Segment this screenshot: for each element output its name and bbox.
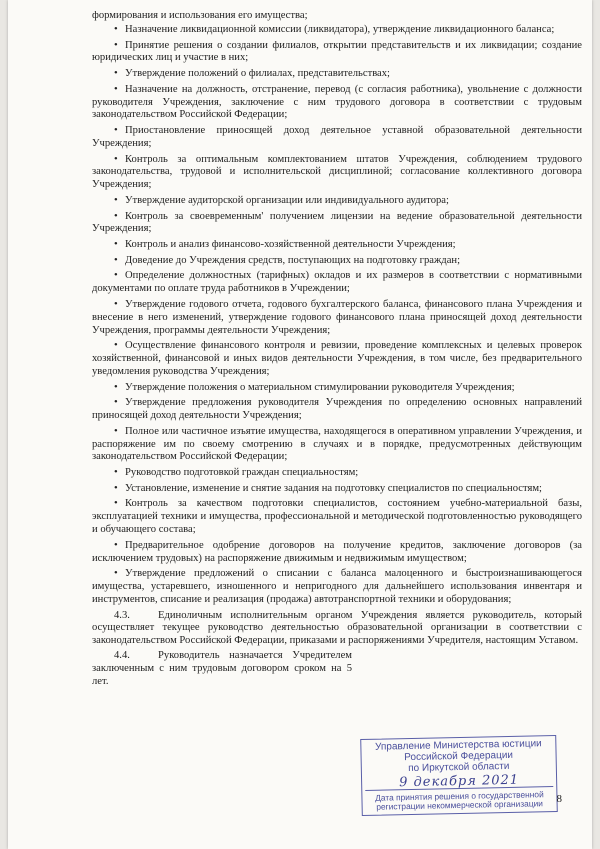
list-item: • Контроль за оптимальным комплектованием штатов Учреждения, соблюдением трудового законодательства, трудовой и исполнительской дисциплиной; согласование коллективного договора Учреждения;: [92, 153, 582, 191]
handwritten-date: 9 декабря 2021: [399, 772, 520, 791]
list-item: • Доведение до Учреждения средств, поступающих на подготовку граждан;: [114, 254, 461, 266]
bullet-icon: •: [114, 194, 118, 206]
registration-stamp: [360, 735, 558, 816]
list-item: • Назначение на должность, отстранение, перевод (с согласия работника), увольнение с должности руководителя Учреждения, заключение с ним трудового договора в соответствии с трудовым законодательством Российской Федерации;: [92, 83, 582, 121]
list-item: • Контроль и анализ финансово-хозяйственной деятельности Учреждения;: [114, 239, 456, 250]
bullet-icon: •: [114, 270, 118, 282]
stamp-authority-region: по Иркутской области: [408, 760, 510, 775]
powers-list: [92, 24, 582, 607]
bullet-icon: •: [114, 568, 118, 580]
bullet-icon: •: [114, 381, 118, 393]
list-item: • Приостановление приносящей доход деятельное уставной образовательной деятельности Учреждения;: [92, 125, 582, 149]
list-item: • Утверждение предложения руководителя Учреждения по определению основных направлений приносящей доход деятельности Учреждения;: [92, 397, 582, 421]
list-item: • Установление, изменение и снятие задания на подготовку специалистов по специальностям;: [114, 482, 542, 494]
bullet-icon: •: [114, 467, 118, 478]
lead-line: формирования и использования его имущества;: [92, 10, 308, 21]
list-item: • Руководство подготовкой граждан специальностям;: [114, 467, 359, 478]
list-item: • Назначение ликвидационной комиссии (ликвидатора), утверждение ликвидационного баланса;: [114, 23, 555, 35]
bullet-icon: •: [114, 298, 118, 310]
list-item: • Утверждение годового отчета, годового бухгалтерского баланса, финансового плана Учреждения и внесение в него изменений, утверждение годового финансового плана приносящей доход деятельности Учреждения, программы деятельности Учреждения;: [92, 298, 582, 336]
bullet-icon: •: [114, 539, 118, 551]
page-number: 8: [556, 793, 562, 805]
bullet-icon: •: [114, 425, 118, 437]
paragraph-4-4: [92, 650, 352, 689]
list-item: • Утверждение аудиторской организации или индивидуального аудитора;: [114, 194, 449, 206]
list-item: • Определение должностных (тарифных) окладов и их размеров в соответствии с нормативными документами по оплате труда работников в Учреждении;: [92, 270, 582, 295]
list-item: • Принятие решения о создании филиалов, открытии представительств и их ликвидации; создание юридических лиц и участие в них;: [92, 39, 582, 64]
bullet-icon: •: [114, 83, 118, 95]
list-item: • Предварительное одобрение договоров на получение кредитов, заключение договоров (за исключением трудовых) на распоряжение движимым и недвижимым имуществом;: [92, 539, 582, 564]
stamp-authority: Управление Министерства юстиции: [374, 738, 542, 753]
paragraph-text: Руководитель назначается Учредителем заключенным с ним трудовым договором сроком на 5 лет.: [92, 650, 352, 688]
bullet-icon: •: [114, 254, 118, 266]
list-item: • Контроль за качеством подготовки специалистов, состоянием учебно-материальной базы, эксплуатацией техники и имущества, профессиональной и методической подготовленностью руководящего и обучающего состава;: [92, 498, 582, 535]
stamp-frame: [360, 735, 558, 816]
bullet-icon: •: [114, 23, 118, 35]
bullet-icon: •: [114, 397, 118, 409]
bullet-icon: •: [114, 210, 118, 222]
bullet-icon: •: [114, 68, 118, 79]
stamp-note: Дата принятия решения о государственной регистрации некоммерческой организации: [375, 789, 544, 812]
list-item: • Контроль за своевременным' получением лицензии на ведение образовательной деятельности Учреждения;: [92, 210, 582, 235]
bullet-icon: •: [114, 125, 118, 136]
stamp-authority-country: Российской Федерации: [404, 749, 514, 764]
list-item: • Утверждение положения о материальном стимулировании руководителя Учреждения;: [114, 381, 515, 393]
bullet-icon: •: [114, 498, 118, 510]
document-page: [8, 0, 592, 849]
list-item: • Осуществление финансового контроля и ревизии, проведение комплексных и целевых проверок хозяйственной, финансовой и иных видов деятельности Учреждения, в том числе, без предварительного уведомления руководства Учреждения;: [92, 340, 582, 377]
bullet-icon: •: [114, 239, 118, 250]
bullet-icon: •: [114, 153, 118, 165]
list-item: • Полное или частичное изъятие имущества, находящегося в оперативном управлении Учреждения, и распоряжение им по своему смотрению в случаях и в порядке, предусмотренных действующим законодательством Российской Федерации;: [92, 425, 582, 463]
paragraph-4-3: [92, 610, 582, 649]
list-item: • Утверждение положений о филиалах, представительствах;: [114, 68, 391, 79]
bullet-icon: •: [114, 340, 118, 352]
paragraph-number: 4.3.: [114, 609, 130, 621]
list-item: • Утверждение предложений о списании с баланса малоценного и быстроизнашивающегося имущества, устаревшего, изношенного и непригодного для дальнейшего использования инвентаря и инструментов, списание и реализация (продажа) автотранспортной техники и оборудования;: [92, 568, 582, 605]
paragraph-text: Единоличным исполнительным органом Учреждения является руководитель, который осуществляет текущее руководство деятельностью образовательной организации в соответствии с законодательством Российской Федерации, приказами и распоряжениями Учредителя, настоящим Уставом.: [92, 609, 582, 647]
paragraph-number: 4.4.: [114, 650, 130, 662]
document-body: [92, 10, 582, 689]
bullet-icon: •: [114, 482, 118, 494]
bullet-icon: •: [114, 39, 118, 51]
